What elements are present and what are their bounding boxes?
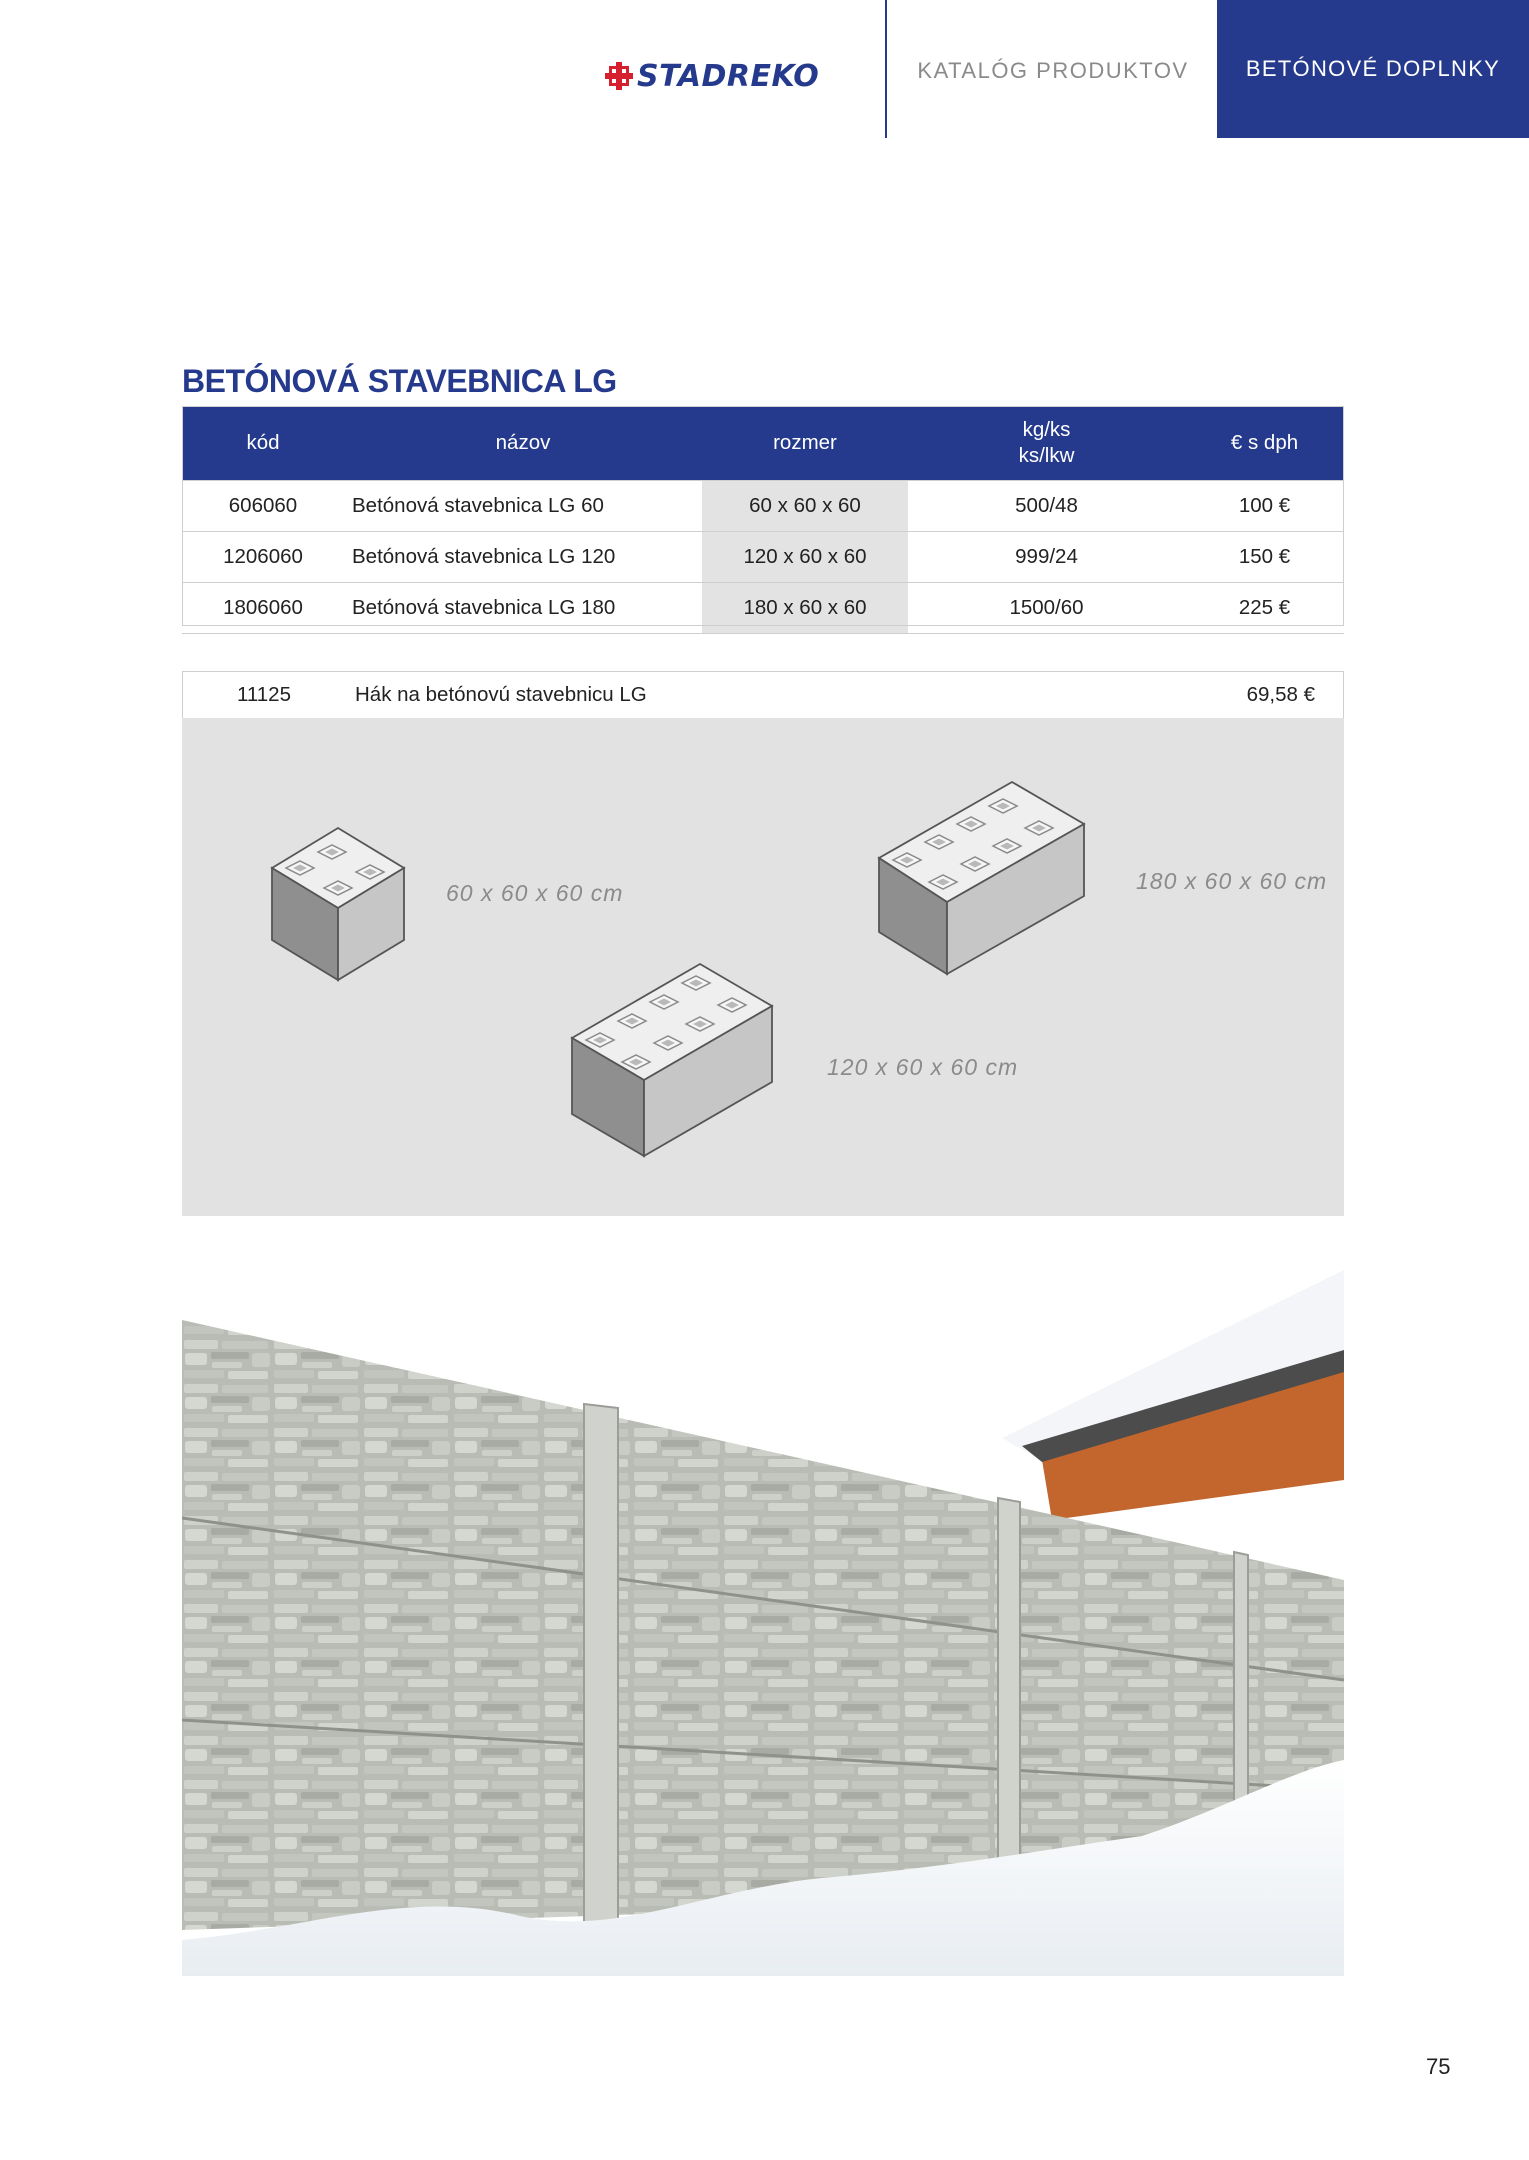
cell-price: 100 € [1185,481,1344,532]
cell-size: 180 x 60 x 60 [702,583,908,634]
hook-price: 69,58 € [1246,683,1315,706]
catalog-label: KATALÓG PRODUKTOV [917,58,1189,83]
dim-label-180: 180 x 60 x 60 cm [1136,868,1328,894]
block-120-icon [572,964,772,1156]
table-row [182,532,1344,583]
cell-weight: 500/48 [908,481,1185,532]
hook-code: 11125 [237,683,291,706]
page-title: BETÓNOVÁ STAVEBNICA LG [182,363,617,399]
cell-name: Betónová stavebnica LG 180 [344,583,702,634]
cell-weight: 999/24 [908,532,1185,583]
col-header-size: rozmer [702,406,908,481]
brand-logo [605,58,819,94]
col-header-weight-line1: kg/ks [1022,418,1071,442]
section-tab [1217,0,1529,138]
block-diagram-panel [182,718,1344,1216]
cell-price: 225 € [1185,583,1344,634]
col-header-weight [908,406,1185,481]
product-table [182,406,1344,634]
dim-label-120: 120 x 60 x 60 cm [827,1054,1019,1080]
cell-name: Betónová stavebnica LG 120 [344,532,702,583]
dim-label-60: 60 x 60 x 60 cm [446,880,624,906]
table-header-row [182,406,1344,481]
fence-photo [182,1250,1344,1976]
page-number: 75 [1426,2054,1451,2079]
block-illustrations [182,718,1344,1216]
col-header-code: kód [182,406,344,481]
brand-name: STADREKO [637,58,820,94]
cell-weight: 1500/60 [908,583,1185,634]
hook-name: Hák na betónovú stavebnicu LG [355,683,647,706]
hook-row [182,671,1344,719]
logo-cross-icon [605,62,633,90]
header-divider [885,0,887,138]
table-row [182,583,1344,634]
cell-name: Betónová stavebnica LG 60 [344,481,702,532]
section-label: BETÓNOVÉ DOPLNKY [1245,56,1501,81]
cell-size: 60 x 60 x 60 [702,481,908,532]
cell-price: 150 € [1185,532,1344,583]
cell-size: 120 x 60 x 60 [702,532,908,583]
cell-code: 1206060 [182,532,344,583]
col-header-price: € s dph [1185,406,1344,481]
cell-code: 606060 [182,481,344,532]
col-header-name: názov [344,406,702,481]
block-60-icon [272,828,404,980]
table-row [182,481,1344,532]
block-180-icon [879,782,1084,974]
cell-code: 1806060 [182,583,344,634]
col-header-weight-line2: ks/lkw [1018,444,1075,467]
